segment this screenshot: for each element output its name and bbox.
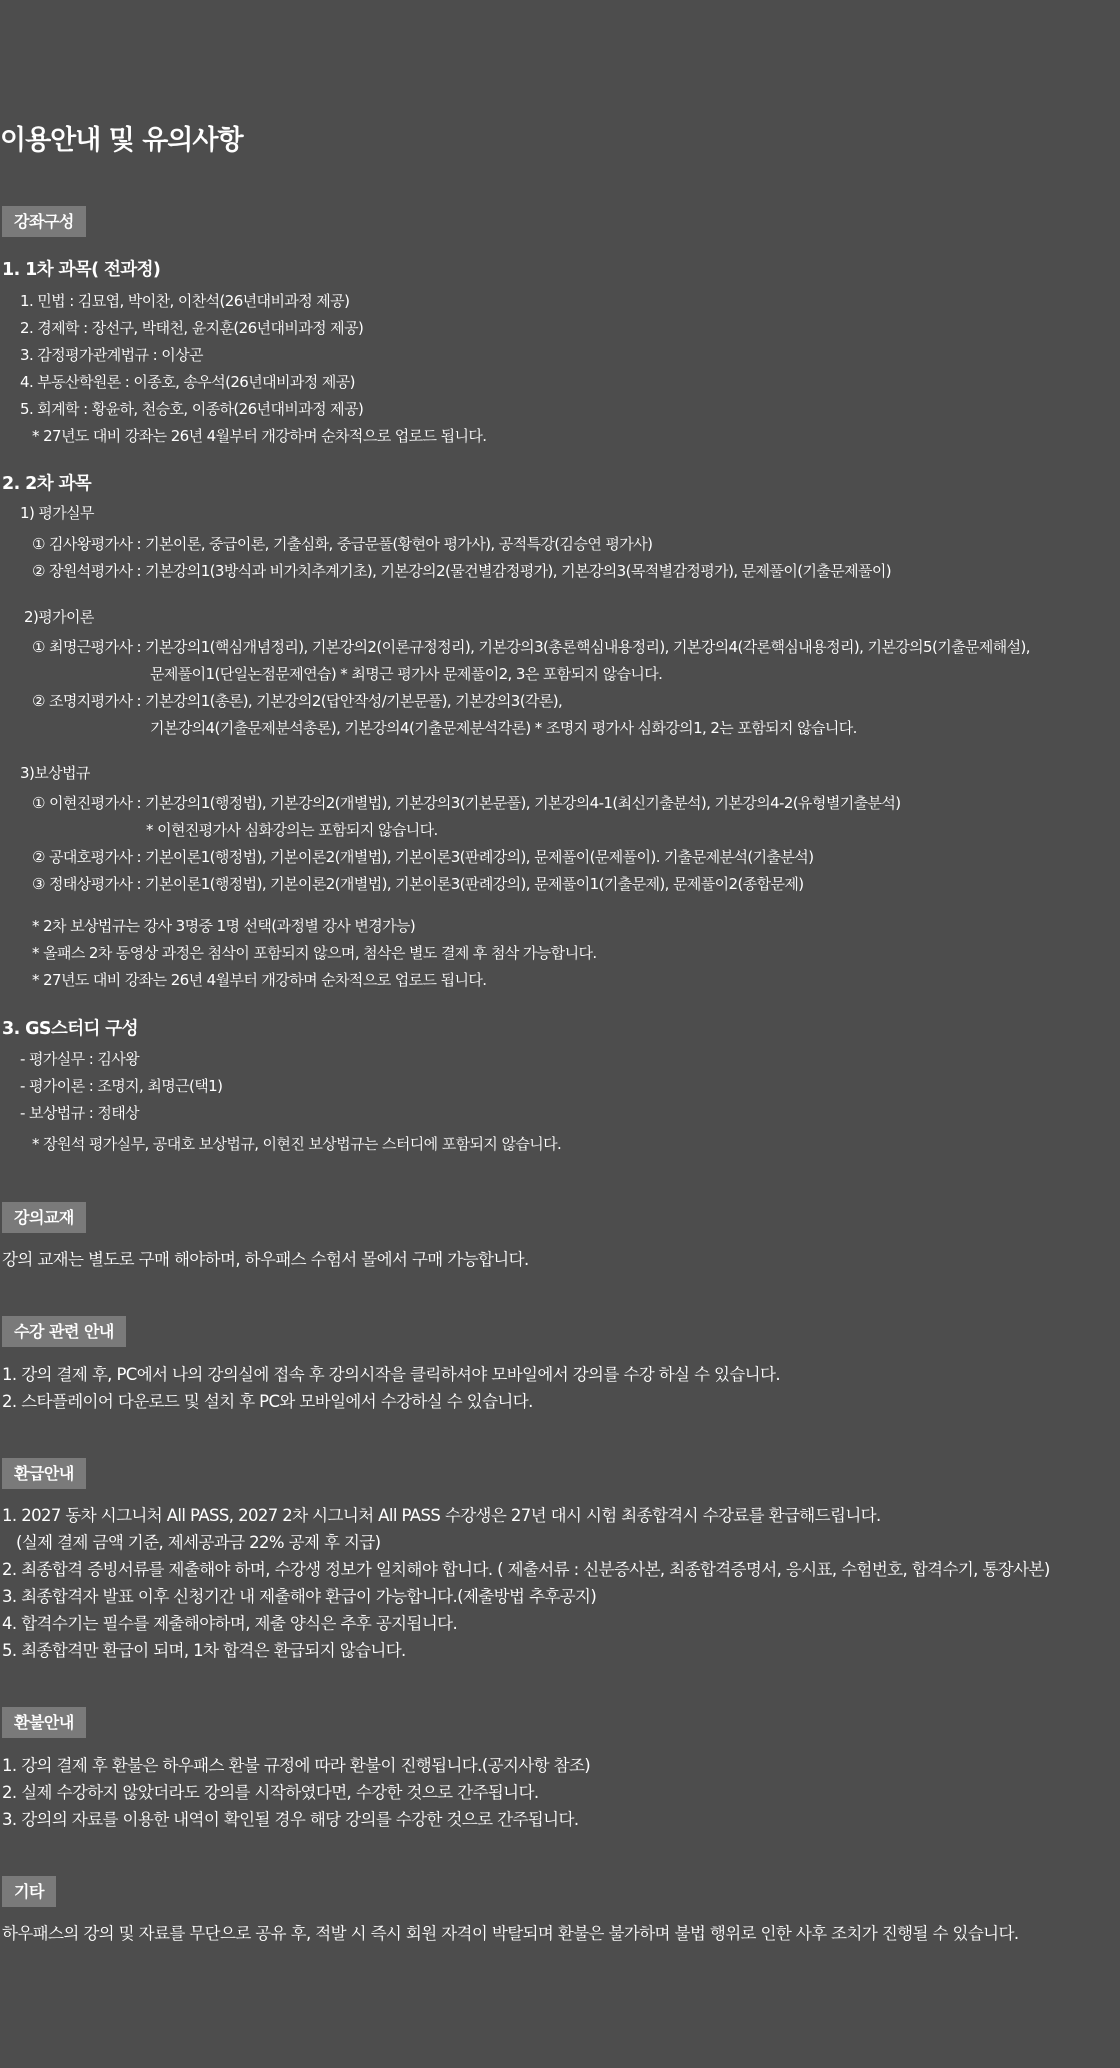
viewing-item: 1. 강의 결제 후, PC에서 나의 강의실에 접속 후 강의시작을 클릭하셔야 모바일에서 강의를 수강 하실 수 있습니다. — [2, 1365, 780, 1384]
section-badge-course: 강좌구성 — [2, 206, 86, 237]
comp-item: ③ 정태상평가사 : 기본이론1(행정법), 기본이론2(개별법), 기본이론3(판례강의), 문제풀이1(기출문제), 문제풀이2(종합문제) — [32, 875, 804, 893]
part1-note: * 27년도 대비 강좌는 26년 4월부터 개강하며 순차적으로 업로드 됩니다. — [32, 427, 487, 445]
theory-item: 기본강의4(기출문제분석총론), 기본강의4(기출문제분석각론) * 조명지 평가사 심화강의1, 2는 포함되지 않습니다. — [150, 719, 857, 737]
part3-item: - 평가실무 : 김사왕 — [20, 1050, 140, 1068]
payback-item: 4. 합격수기는 필수를 제출해야하며, 제출 양식은 추후 공지됩니다. — [2, 1614, 458, 1633]
comp-label: 3)보상법규 — [20, 764, 90, 782]
section-badge-refund: 환불안내 — [2, 1707, 86, 1738]
part2-heading: 2. 2차 과목 — [2, 474, 92, 494]
practice-item: ② 장원석평가사 : 기본강의1(3방식과 비가치추계기초), 기본강의2(물건별감정평가), 기본강의3(목적별감정평가), 문제풀이(기출문제풀이) — [32, 562, 892, 580]
part3-item: - 보상법규 : 정태상 — [20, 1104, 140, 1122]
etc-text: 하우패스의 강의 및 자료를 무단으로 공유 후, 적발 시 즉시 회원 자격이 박탈되며 환불은 불가하며 불법 행위로 인한 사후 조치가 진행될 수 있습니다. — [2, 1924, 1019, 1943]
part1-item: 3. 감정평가관계법규 : 이상곤 — [20, 346, 203, 364]
payback-item: 2. 최종합격 증빙서류를 제출해야 하며, 수강생 정보가 일치해야 합니다. ( 제출서류 : 신분증사본, 최종합격증명서, 응시표, 수험번호, 합격수기, 통장사본) — [2, 1560, 1050, 1579]
payback-item: (실제 결제 금액 기준, 제세공과금 22% 공제 후 지급) — [16, 1533, 381, 1552]
theory-item: 문제풀이1(단일논점문제연습) * 최명근 평가사 문제풀이2, 3은 포함되지 않습니다. — [150, 665, 663, 683]
textbook-text: 강의 교재는 별도로 구매 해야하며, 하우패스 수험서 몰에서 구매 가능합니다. — [2, 1250, 529, 1269]
payback-item: 3. 최종합격자 발표 이후 신청기간 내 제출해야 환급이 가능합니다.(제출방법 추후공지) — [2, 1587, 597, 1606]
payback-item: 1. 2027 동차 시그니처 All PASS, 2027 2차 시그니처 All PASS 수강생은 27년 대시 시험 최종합격시 수강료를 환급해드립니다. — [2, 1506, 881, 1525]
page-title: 이용안내 및 유의사항 — [0, 125, 243, 156]
comp-item: ① 이현진평가사 : 기본강의1(행정법), 기본강의2(개별법), 기본강의3(기본문풀), 기본강의4-1(최신기출분석), 기본강의4-2(유형별기출분석) — [32, 794, 901, 812]
part3-heading: 3. GS스터디 구성 — [2, 1019, 138, 1039]
section-badge-viewing: 수강 관련 안내 — [2, 1316, 126, 1347]
part2-note: * 2차 보상법규는 강사 3명중 1명 선택(과정별 강사 변경가능) — [32, 917, 416, 935]
comp-item: * 이현진평가사 심화강의는 포함되지 않습니다. — [146, 821, 438, 839]
part1-item: 4. 부동산학원론 : 이종호, 송우석(26년대비과정 제공) — [20, 373, 355, 391]
part1-heading: 1. 1차 과목( 전과정) — [2, 260, 161, 280]
section-badge-etc: 기타 — [2, 1876, 56, 1907]
payback-item: 5. 최종합격만 환급이 되며, 1차 합격은 환급되지 않습니다. — [2, 1641, 406, 1660]
part3-item: - 평가이론 : 조명지, 최명근(택1) — [20, 1077, 223, 1095]
refund-item: 1. 강의 결제 후 환불은 하우패스 환불 규정에 따라 환불이 진행됩니다.(공지사항 참조) — [2, 1756, 591, 1775]
part1-item: 5. 회계학 : 황윤하, 천승호, 이종하(26년대비과정 제공) — [20, 400, 364, 418]
refund-item: 3. 강의의 자료를 이용한 내역이 확인될 경우 해당 강의를 수강한 것으로 간주됩니다. — [2, 1810, 579, 1829]
part2-note: * 올패스 2차 동영상 과정은 첨삭이 포함되지 않으며, 첨삭은 별도 결제 후 첨삭 가능합니다. — [32, 944, 597, 962]
comp-item: ② 공대호평가사 : 기본이론1(행정법), 기본이론2(개별법), 기본이론3(판례강의), 문제풀이(문제풀이). 기출문제분석(기출분석) — [32, 848, 814, 866]
theory-item: ① 최명근평가사 : 기본강의1(핵심개념정리), 기본강의2(이론규정정리), 기본강의3(총론핵심내용정리), 기본강의4(각론핵심내용정리), 기본강의5(기출문제해설), — [32, 638, 1030, 656]
part2-note: * 27년도 대비 강좌는 26년 4월부터 개강하며 순차적으로 업로드 됩니다. — [32, 971, 487, 989]
refund-item: 2. 실제 수강하지 않았더라도 강의를 시작하였다면, 수강한 것으로 간주됩니다. — [2, 1783, 539, 1802]
part3-note: * 장원석 평가실무, 공대호 보상법규, 이현진 보상법규는 스터디에 포함되지 않습니다. — [32, 1135, 562, 1153]
viewing-item: 2. 스타플레이어 다운로드 및 설치 후 PC와 모바일에서 수강하실 수 있습니다. — [2, 1392, 533, 1411]
theory-label: 2)평가이론 — [24, 608, 94, 626]
section-badge-payback: 환급안내 — [2, 1458, 86, 1489]
section-badge-textbook: 강의교재 — [2, 1202, 86, 1233]
practice-item: ① 김사왕평가사 : 기본이론, 중급이론, 기출심화, 중급문풀(황현아 평가사), 공적특강(김승연 평가사) — [32, 535, 653, 553]
practice-label: 1) 평가실무 — [20, 504, 94, 522]
theory-item: ② 조명지평가사 : 기본강의1(총론), 기본강의2(답안작성/기본문풀), 기본강의3(각론), — [32, 692, 563, 710]
part1-item: 2. 경제학 : 장선구, 박태천, 윤지훈(26년대비과정 제공) — [20, 319, 364, 337]
part1-item: 1. 민법 : 김묘엽, 박이찬, 이찬석(26년대비과정 제공) — [20, 292, 350, 310]
